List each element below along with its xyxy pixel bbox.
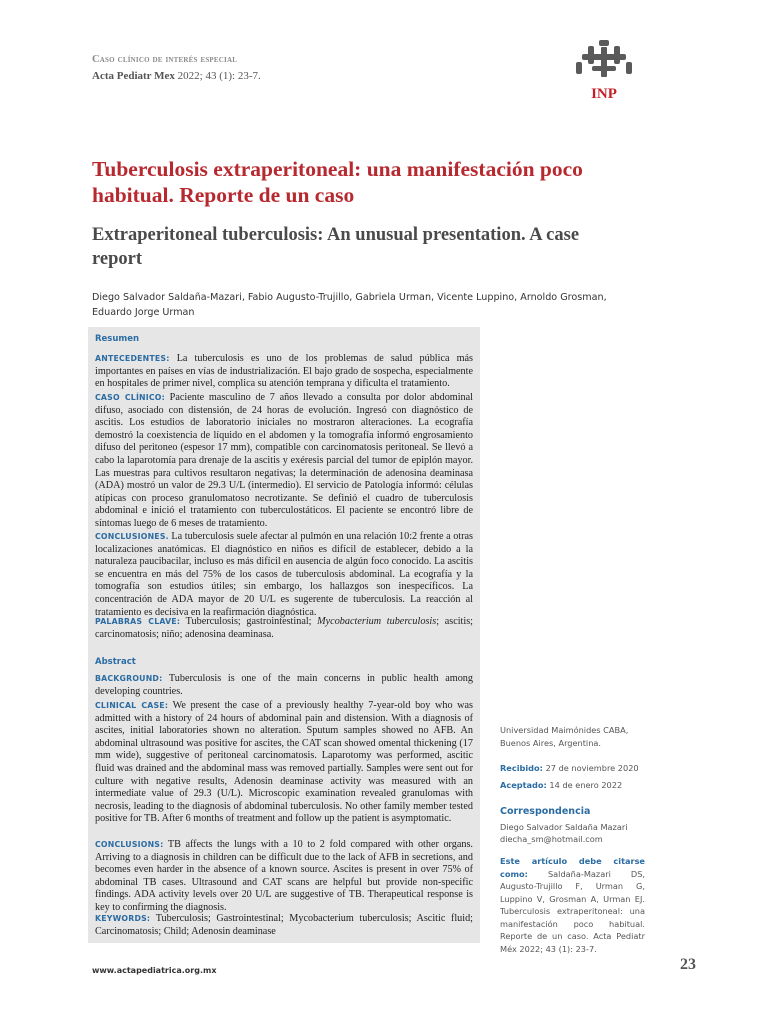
received-label: Recibido: [500,763,543,773]
citation-text: Saldaña-Mazari DS, Augusto-Trujillo F, Urman G, Luppino V, Grosman A, Urman EJ. Tuberculosis extraperitoneal: una manifestación poco habitual. Reporte de un caso. Acta Pediatr Méx 2022; 43 (1): 23-7. [500,868,646,954]
inp-logo-icon [572,38,636,102]
citation-label: Este artículo debe citarse como: [500,856,645,879]
palabras-text-a: Tuberculosis; gastrointestinal; [185,616,312,627]
palabras-label: PALABRAS CLAVE: [95,617,181,626]
palabras-text-italic: Mycobacterium tuberculosis [317,616,437,627]
antecedentes-text: La tuberculosis es uno de los problemas de salud pública más importantes en países en vías de industrialización. El bajo grado de sospecha, especialmente en hospitales de primer nivel, complica su atención temprana y dificulta el tratamiento. [95,353,474,390]
abstract-keywords [95,913,473,938]
correspondence-name: Diego Salvador Saldaña Mazari [500,822,628,832]
background-text: Tuberculosis is one of the main concerns in public health among developing countries. [95,673,473,697]
inp-logo-text: INP [591,86,617,102]
journal-reference [92,70,261,82]
clinical-case-text: We present the case of a previously healthy 7-year-old boy who was admitted with a history of 24 hours of abdominal pain and distension. With a diagnosis of ascites, initial laboratories shown no alteration. Sputum samples showed no AFB. An abdominal ultrasound was positive for ascites, the CAT scan showed omental thickening (17 mm wide), suggestive of peritoneal carcinomatosis. Laparotomy was performed, ascitic fluid was drained and the abdominal mass was removed partially. Samples were sent out for culture with negative results, Adenosin deaminase activity was measured with an intermediate value of 29.3 (U/L). Microscopic examination revealed granulomas with necrosis, leading to the diagnosis of abdominal tuberculosis. No other family member tested positive for TB. After 6 months of treatment and follow up the patient is asymptomatic. [95,700,473,825]
page-number: 23 [680,956,696,973]
accepted-date [500,779,660,792]
conclusions-label: CONCLUSIONS: [95,840,164,849]
article-subtitle: Extraperitoneal tuberculosis: An unusual presentation. A case report [92,225,580,269]
citation [500,855,645,955]
keywords-label: KEYWORDS: [95,914,151,923]
resumen-palabras-clave [95,616,473,641]
received-date [500,762,660,775]
abstract-heading: Abstract [95,657,136,667]
accepted-label: Aceptado: [500,780,547,790]
resumen-heading: Resumen [95,334,140,344]
abstract-clinical-case [95,700,473,826]
affiliation: Universidad Maimónides CABA, Buenos Aires, Argentina. [500,725,629,748]
section-label: Caso clínico de interés especial [92,54,238,65]
inp-logo [572,38,636,102]
footer-url[interactable]: www.actapediatrica.org.mx [92,966,217,975]
caso-text: Paciente masculino de 7 años llevado a consulta por dolor abdominal difuso, asociado con distensión, de 24 horas de evolución. Ingresó con diagnóstico de ascitis. Los estudios de laboratorio iniciales no mostraron alteraciones. La ecografía demostró la coexistencia de líquido en el abdomen y la tomografía informó engrosamiento difuso del peritoneo (espesor 17 mm), compatible con carcinomatosis peritoneal. Se llevó a cabo la laparotomía para drenaje de la ascitis y exéresis parcial del tumor de epiplón mayor. Las muestras para cultivos resultaron negativas; la determinación de adenosina deaminasa (ADA) mostró un valor de 29.3 U/L (intermedio). El servicio de Patología informó: células atípicas con proceso granulomatoso necrotizante. Se definió el cuadro de tuberculosis abdominal e inició el tratamiento con tuberculostáticos. El paciente se encontró libre de síntomas luego de 6 meses de tratamiento. [95,392,473,529]
abstract-background [95,673,473,698]
palabras-text-b: ; ascitis; carcinomatosis; niño; adenosina deaminasa. [95,616,473,640]
clinical-case-label: CLINICAL CASE: [95,701,169,710]
correspondence-heading: Correspondencia [500,806,591,817]
abstract-conclusions [95,839,473,915]
author-list: Diego Salvador Saldaña-Mazari, Fabio Augusto-Trujillo, Gabriela Urman, Vicente Luppino, Arnoldo Grosman, Eduardo Jorge Urman [92,292,607,318]
journal-name: Acta Pediatr Mex [92,70,175,82]
caso-label: CASO CLÍNICO: [95,393,165,402]
background-label: BACKGROUND: [95,674,163,683]
resumen-conclusiones [95,531,473,619]
received-value: 27 de noviembre 2020 [545,763,639,773]
keywords-text: Tuberculosis; Gastrointestinal; Mycobacterium tuberculosis; Ascitic fluid; Carcinomatosis; Child; Adenosin deaminase [95,913,474,937]
resumen-caso [95,392,473,531]
antecedentes-label: ANTECEDENTES: [95,354,170,363]
accepted-value: 14 de enero 2022 [549,780,623,790]
article-title: Tuberculosis extraperitoneal: una manifestación poco habitual. Reporte de un caso [92,157,583,207]
correspondence-email[interactable]: diecha_sm@hotmail.com [500,834,603,844]
journal-volume: 2022; 43 (1): 23-7. [177,70,261,82]
conclusiones-text: La tuberculosis suele afectar al pulmón en una relación 10:2 frente a otras localizaciones anatómicas. El diagnóstico en niños es difícil de establecer, debido a la naturaleza paucibacilar, incluso es más difícil en ausencia de algún foco conocido. La ascitis se encuentra en más del 75% de los casos de tuberculosis abdominal. La ecografía y la tomografía son estudios útiles; sin embargo, los hallazgos son inespecíficos. La concentración de ADA mayor de 20 U/L es sugerente de tuberculosis. La reacción al tratamiento es decisiva en la reafirmación diagnóstica. [95,531,474,618]
conclusiones-label: CONCLUSIONES. [95,532,169,541]
conclusions-text: TB affects the lungs with a 10 to 2 fold compared with other organs. Arriving to a diagnosis in children can be difficult due to the lack of AFB in secretions, and becomes even harder in the absence of a known source. Ascites is present in over 75% of abdominal TB cases. Ultrasound and CAT scans are helpful but provide non-specific findings. ADA activity levels over 20 U/L are suggestive of TB. Therapeutical response is key to confirming the diagnosis. [95,839,473,913]
resumen-antecedentes [95,353,473,391]
